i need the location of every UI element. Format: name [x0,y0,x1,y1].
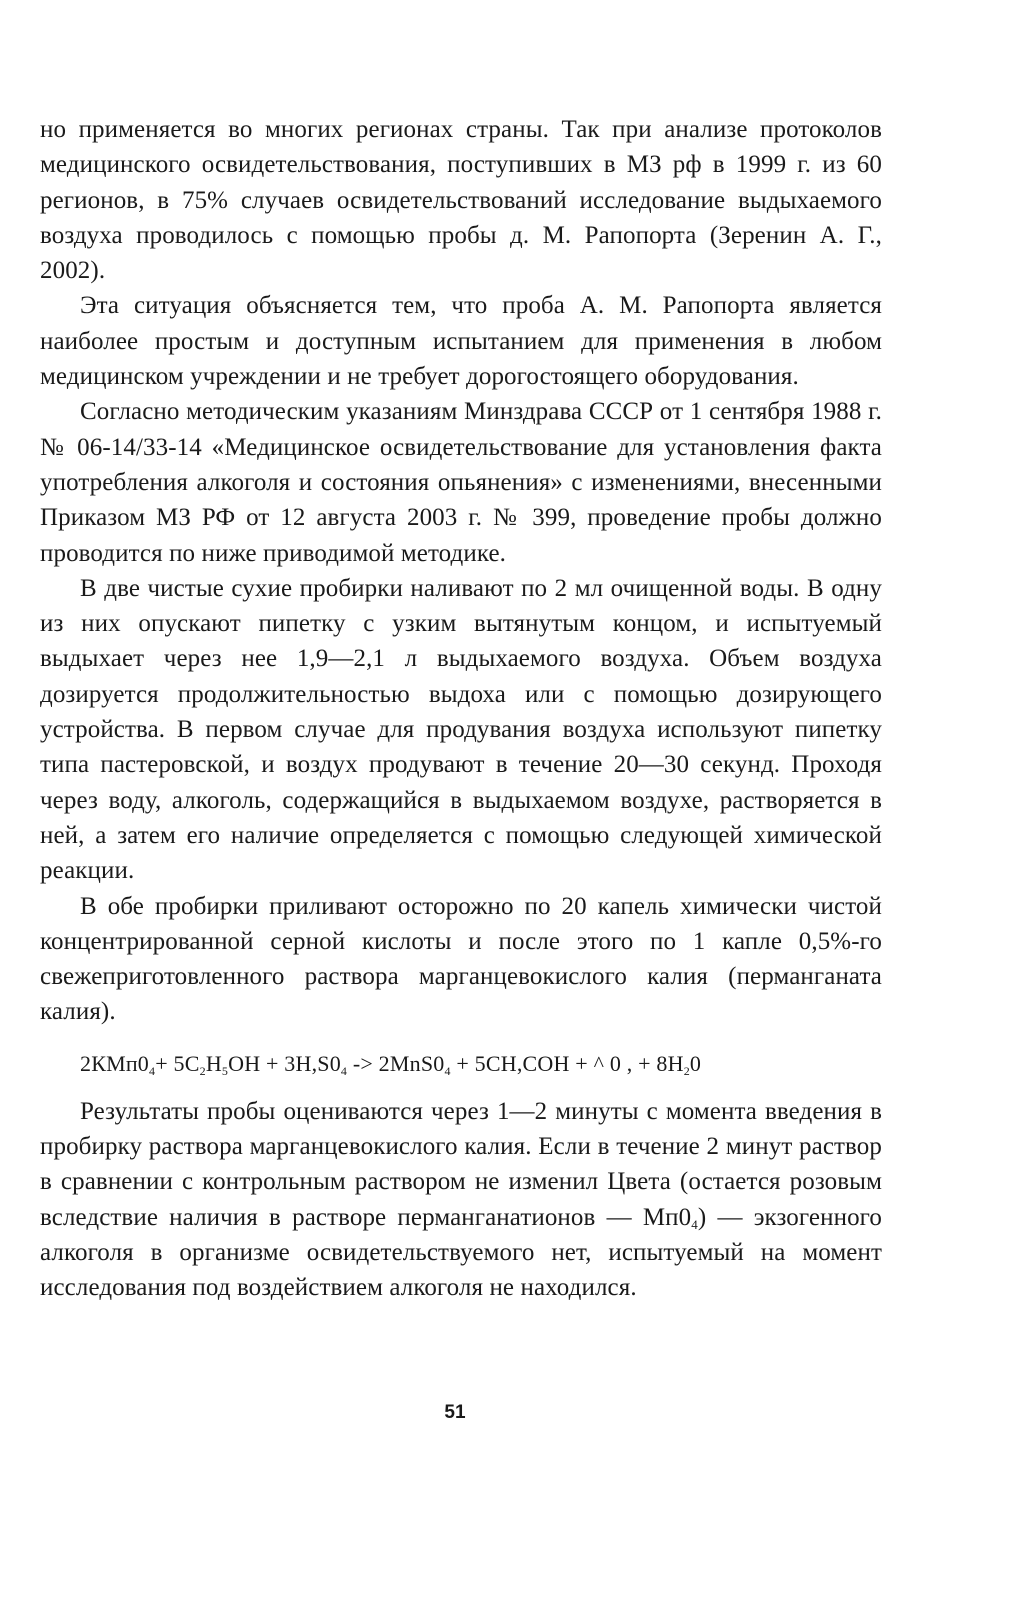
page-body [40,112,882,1306]
formula-sub-5: 4 [444,1063,451,1078]
formula-part-3: Н [205,1050,222,1076]
paragraph-6-subscript: 4 [691,1216,698,1232]
paragraph-6-text-b: ) — экзогенного алкоголя в организме освидетельствуемого нет, испытуемый на момент исследования под воздействием алкоголя не находился. [40,1203,882,1302]
paragraph-5: В обе пробирки приливают осторожно по 20 капель химически чистой концентрированной серной кислоты и после этого по 1 капле 0,5%-го свежеприготовленного раствора марганцевокислого калия (перманганата калия). [40,892,882,1026]
formula-part-4: ОН + 3Н,S0 [228,1050,341,1076]
formula-sub-2: 2 [199,1063,206,1078]
formula-part-7: 0 [689,1050,702,1076]
formula-sub-4: 4 [340,1063,348,1078]
paragraph-6 [40,1094,882,1306]
paragraph-1: но применяется во многих регионах страны. Так при анализе протоколов медицинского освидетельствования, поступивших в МЗ рф в 1999 г. из 60 регионов, в 75% случаев освидетельствований исследование выдыхаемого воздуха проводилось с помощью пробы д. М. Рапопорта (Зеренин А. Г., 2002). [40,116,882,285]
formula-sub-1: 4 [149,1063,156,1078]
formula-part-2: + 5С [155,1050,200,1076]
formula-sub-3: 5 [221,1063,229,1078]
page-number: 51 [444,1402,466,1423]
paragraph-3: Согласно методическим указаниям Минздрава СССР от 1 сентября 1988 г. № 06-14/33-14 «Медицинское освидетельствование для установления факта употребления алкоголя и состояния опьянения» с изменениями, внесенными Приказом МЗ РФ от 12 августа 2003 г. № 399, проведение пробы должно проводится по ниже приводимой методике. [40,398,882,567]
paragraph-6-text-a: Результаты пробы оцениваются через 1—2 минуты с момента введения в пробирку раствора марганцевокислого калия. Если в течение 2 минут раствор в сравнении с контрольным раствором не изменил Цвета (остается розовым вследствие наличия в растворе перманганатионов — Мп0 [40,1097,882,1231]
paragraph-2: Эта ситуация объясняется тем, что проба А. М. Рапопорта является наиболее простым и доступным испытанием для применения в любом медицинском учреждении и не требует дорогостоящего оборудования. [40,292,882,391]
formula-sub-6: 2 [683,1063,690,1078]
paragraph-4: В две чистые сухие пробирки наливают по 2 мл очищенной воды. В одну из них опускают пипетку с узким вытянутым концом, и испытуемый выдыхает через нее 1,9—2,1 л выдыхаемого воздуха. Объем воздуха дозируется продолжительностью выдоха или с помощью дозирующего устройства. В первом случае для продувания воздуха используют пипетку типа пастеровской, и воздух продувают в течение 20—30 секунд. Проходя через воду, алкоголь, содержащийся в выдыхаемом воздухе, растворяется в ней, а затем его наличие определяется с помощью следующей химической реакции. [40,574,882,885]
formula-part-1: 2КМп0 [80,1050,150,1076]
chemical-formula [40,1047,882,1081]
formula-part-5: -> 2МnS0 [347,1050,445,1076]
formula-part-6: + 5СН,СОН + ^ 0 , + 8Н [450,1050,684,1076]
